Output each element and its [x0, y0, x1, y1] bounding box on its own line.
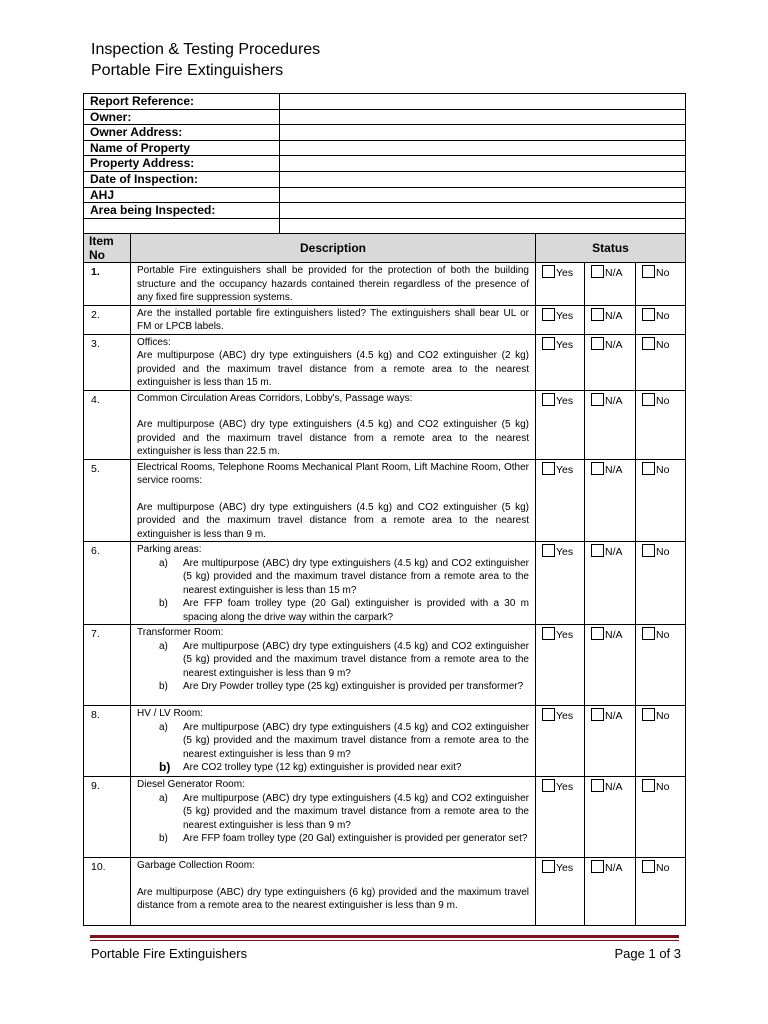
info-row — [84, 203, 686, 219]
sub-item: a) Are multipurpose (ABC) dry type extinguishers (4.5 kg) and CO2 extinguisher (5 kg) provided and the maximum travel distance from a remote area to the nearest extinguisher is less than 9 m? — [159, 721, 529, 760]
item-number: 10. — [84, 858, 131, 926]
status-na[interactable]: N/A — [585, 305, 636, 334]
table-row — [84, 625, 686, 706]
checkbox-icon[interactable] — [642, 860, 655, 873]
table-row — [84, 390, 686, 459]
status-na[interactable]: N/A — [585, 777, 636, 858]
item-description: Parking areas: a) Are multipurpose (ABC) dry type extinguishers (4.5 kg) and CO2 extinguisher (5 kg) provided and the maximum travel distance from a remote area to the nearest extinguisher is less than 15 m? b) Are FFP foam trolley type (20 Gal) extinguisher is provided with a 30 m spacing along the drive way within the carpark? — [131, 542, 536, 625]
checkbox-icon[interactable] — [542, 337, 555, 350]
table-row — [84, 542, 686, 625]
checkbox-icon[interactable] — [591, 265, 604, 278]
info-row — [84, 140, 686, 156]
info-row — [84, 94, 686, 110]
item-description: Portable Fire extinguishers shall be provided for the protection of both the building structure and the occupancy hazards contained therein regardless of the presence of any fixed fire suppression systems. — [131, 263, 536, 306]
status-yes[interactable]: Yes — [536, 263, 585, 306]
status-na[interactable]: N/A — [585, 459, 636, 542]
checkbox-icon[interactable] — [591, 337, 604, 350]
checkbox-icon[interactable] — [642, 308, 655, 321]
info-row — [84, 187, 686, 203]
description-header: Description — [131, 234, 536, 263]
checkbox-icon[interactable] — [542, 860, 555, 873]
info-value-field[interactable] — [280, 140, 686, 156]
info-value-field[interactable] — [280, 109, 686, 125]
info-row — [84, 218, 686, 234]
checkbox-icon[interactable] — [591, 308, 604, 321]
checkbox-icon[interactable] — [542, 265, 555, 278]
status-na[interactable]: N/A — [585, 858, 636, 926]
checkbox-icon[interactable] — [642, 627, 655, 640]
sub-item: b) Are FFP foam trolley type (20 Gal) extinguisher is provided per generator set? — [159, 833, 528, 844]
info-label: Name of Property — [84, 140, 280, 156]
checkbox-icon[interactable] — [542, 544, 555, 557]
status-header: Status — [536, 234, 686, 263]
status-no[interactable]: No — [636, 542, 686, 625]
info-label: Property Address: — [84, 156, 280, 172]
checkbox-icon[interactable] — [642, 544, 655, 557]
checkbox-icon[interactable] — [642, 462, 655, 475]
checkbox-icon[interactable] — [642, 337, 655, 350]
checkbox-icon[interactable] — [542, 627, 555, 640]
info-value-field[interactable] — [280, 203, 686, 219]
info-value-field[interactable] — [280, 187, 686, 203]
info-row — [84, 125, 686, 141]
item-number: 4. — [84, 390, 131, 459]
sub-item: a) Are multipurpose (ABC) dry type extinguishers (4.5 kg) and CO2 extinguisher (5 kg) provided and the maximum travel distance from a remote area to the nearest extinguisher is less than 15 m? — [159, 557, 529, 596]
status-no[interactable]: No — [636, 390, 686, 459]
item-number: 1. — [84, 263, 131, 306]
status-yes[interactable]: Yes — [536, 459, 585, 542]
checkbox-icon[interactable] — [642, 708, 655, 721]
status-no[interactable]: No — [636, 459, 686, 542]
info-label — [84, 218, 280, 234]
status-na[interactable]: N/A — [585, 334, 636, 390]
checkbox-icon[interactable] — [591, 393, 604, 406]
table-row — [84, 334, 686, 390]
status-no[interactable]: No — [636, 777, 686, 858]
table-row — [84, 459, 686, 542]
sub-item: b) Are FFP foam trolley type (20 Gal) extinguisher is provided with a 30 m spacing along the drive way within the carpark? — [159, 598, 529, 623]
item-description: Diesel Generator Room: a) Are multipurpose (ABC) dry type extinguishers (4.5 kg) and CO2 extinguisher (5 kg) provided and the maximum travel distance from a remote area to the nearest extinguisher is less than 9 m? b) Are FFP foam trolley type (20 Gal) extinguisher is provided per generator set? — [131, 777, 536, 858]
table-row — [84, 305, 686, 334]
checkbox-icon[interactable] — [542, 462, 555, 475]
item-number: 5. — [84, 459, 131, 542]
info-label: Owner: — [84, 109, 280, 125]
item-number: 8. — [84, 706, 131, 777]
table-row — [84, 263, 686, 306]
table-row — [84, 858, 686, 926]
checkbox-icon[interactable] — [542, 308, 555, 321]
info-row — [84, 109, 686, 125]
document-subtitle: Portable Fire Extinguishers — [91, 62, 284, 79]
status-no[interactable]: No — [636, 305, 686, 334]
footer-page-number: Page 1 of 3 — [614, 946, 681, 961]
status-yes[interactable]: Yes — [536, 625, 585, 706]
checkbox-icon[interactable] — [591, 708, 604, 721]
item-description: HV / LV Room: a) Are multipurpose (ABC) dry type extinguishers (4.5 kg) and CO2 extinguisher (5 kg) provided and the maximum travel distance from a remote area to the nearest extinguisher is less than 9 m? b) Are CO2 trolley type (12 kg) extinguisher is provided near exit? — [131, 706, 536, 777]
table-row — [84, 777, 686, 858]
status-yes[interactable]: Yes — [536, 390, 585, 459]
status-na[interactable]: N/A — [585, 625, 636, 706]
info-label: AHJ — [84, 187, 280, 203]
footer-divider-thick — [90, 935, 679, 938]
item-description: Offices: Are multipurpose (ABC) dry type extinguishers (4.5 kg) and CO2 extinguisher (2 kg) provided and the maximum travel distance from a remote area to the nearest extinguisher is less than 15 m. — [131, 334, 536, 390]
checkbox-icon[interactable] — [642, 779, 655, 792]
item-no-header: Item No — [84, 234, 131, 263]
item-description: Are the installed portable fire extinguishers listed? The extinguishers shall bear UL or FM or LPCB labels. — [131, 305, 536, 334]
info-value-field[interactable] — [280, 94, 686, 110]
item-number: 9. — [84, 777, 131, 858]
status-yes[interactable]: Yes — [536, 542, 585, 625]
info-value-field[interactable] — [280, 125, 686, 141]
checklist-table — [83, 233, 686, 926]
checkbox-icon[interactable] — [642, 265, 655, 278]
status-no[interactable]: No — [636, 625, 686, 706]
checkbox-icon[interactable] — [591, 462, 604, 475]
info-label: Date of Inspection: — [84, 171, 280, 187]
sub-item: b) Are CO2 trolley type (12 kg) extinguisher is provided near exit? — [159, 760, 462, 774]
status-no[interactable]: No — [636, 858, 686, 926]
info-label: Report Reference: — [84, 94, 280, 110]
status-no[interactable]: No — [636, 263, 686, 306]
sub-item: a) Are multipurpose (ABC) dry type extinguishers (4.5 kg) and CO2 extinguisher (5 kg) provided and the maximum travel distance from a remote area to the nearest extinguisher is less than 9 m? — [159, 640, 529, 679]
status-na[interactable]: N/A — [585, 263, 636, 306]
info-value-field[interactable] — [280, 171, 686, 187]
status-yes[interactable]: Yes — [536, 858, 585, 926]
info-row — [84, 156, 686, 172]
item-description: Electrical Rooms, Telephone Rooms Mechanical Plant Room, Lift Machine Room, Other service rooms: Are multipurpose (ABC) dry type extinguishers (4.5 kg) and CO2 extinguisher (5 kg) provided and the maximum travel distance from a remote area to the nearest extinguisher is less than 9 m. — [131, 459, 536, 542]
status-yes[interactable]: Yes — [536, 305, 585, 334]
info-label: Area being Inspected: — [84, 203, 280, 219]
status-no[interactable]: No — [636, 334, 686, 390]
status-na[interactable]: N/A — [585, 542, 636, 625]
sub-item: b) Are Dry Powder trolley type (25 kg) extinguisher is provided per transformer? — [159, 681, 524, 692]
report-info-table — [83, 93, 686, 234]
item-number: 7. — [84, 625, 131, 706]
table-row — [84, 706, 686, 777]
status-yes[interactable]: Yes — [536, 706, 585, 777]
item-description: Common Circulation Areas Corridors, Lobby's, Passage ways: Are multipurpose (ABC) dry type extinguishers (4.5 kg) and CO2 extinguisher (5 kg) provided and the maximum travel distance from a remote area to the nearest extinguisher is less than 22.5 m. — [131, 390, 536, 459]
checklist-header-row — [84, 234, 686, 263]
item-number: 2. — [84, 305, 131, 334]
sub-item: a) Are multipurpose (ABC) dry type extinguishers (4.5 kg) and CO2 extinguisher (5 kg) provided and the maximum travel distance from a remote area to the nearest extinguisher is less than 9 m? — [159, 792, 529, 831]
checkbox-icon[interactable] — [591, 779, 604, 792]
checkbox-icon[interactable] — [591, 544, 604, 557]
info-value-field[interactable] — [280, 156, 686, 172]
checkbox-icon[interactable] — [642, 393, 655, 406]
checkbox-icon[interactable] — [542, 708, 555, 721]
status-yes[interactable]: Yes — [536, 777, 585, 858]
status-no[interactable]: No — [636, 706, 686, 777]
item-description: Garbage Collection Room: Are multipurpose (ABC) dry type extinguishers (6 kg) provided and the maximum travel distance from a remote area to the nearest extinguisher is less than 9 m. — [131, 858, 536, 926]
info-row — [84, 171, 686, 187]
item-number: 6. — [84, 542, 131, 625]
info-value-field[interactable] — [280, 218, 686, 234]
checkbox-icon[interactable] — [542, 779, 555, 792]
status-na[interactable]: N/A — [585, 706, 636, 777]
item-description: Transformer Room: a) Are multipurpose (ABC) dry type extinguishers (4.5 kg) and CO2 extinguisher (5 kg) provided and the maximum travel distance from a remote area to the nearest extinguisher is less than 9 m? b) Are Dry Powder trolley type (25 kg) extinguisher is provided per transformer? — [131, 625, 536, 706]
checkbox-icon[interactable] — [591, 860, 604, 873]
footer-document-name: Portable Fire Extinguishers — [91, 946, 248, 961]
info-label: Owner Address: — [84, 125, 280, 141]
status-yes[interactable]: Yes — [536, 334, 585, 390]
item-number: 3. — [84, 334, 131, 390]
checkbox-icon[interactable] — [591, 627, 604, 640]
document-title: Inspection & Testing Procedures — [91, 41, 321, 58]
footer-divider-thin — [90, 940, 679, 941]
status-na[interactable]: N/A — [585, 390, 636, 459]
checkbox-icon[interactable] — [542, 393, 555, 406]
